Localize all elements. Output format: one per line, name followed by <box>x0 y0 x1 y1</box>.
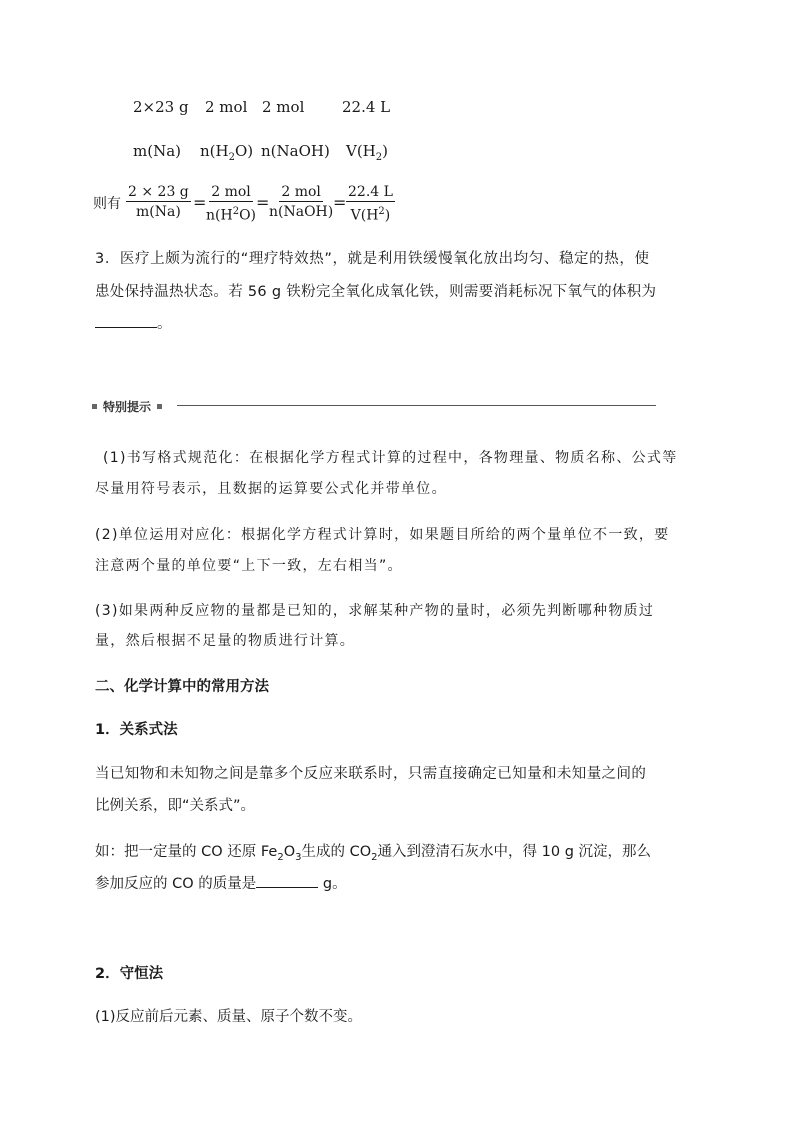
equals-sign: = <box>256 193 270 212</box>
calc-value-mol-naoh: 2 mol <box>262 98 305 116</box>
equals-sign: = <box>333 193 347 212</box>
tip-p3-line2: 量，然后根据不足量的物质进行计算。 <box>95 633 356 649</box>
calc-symbol-n-h2o: $n(H_2O)$ <box>200 142 254 163</box>
calc-value-mass: 2×23 g <box>133 98 189 116</box>
tip-p1-line1: (1)书写格式规范化：在根据化学方程式计算的过程中，各物理量、物质名称、公式等 <box>103 450 678 466</box>
calc-value-mol-h2o: 2 mol <box>205 98 248 116</box>
tip-header <box>92 398 162 415</box>
tip-p1-line2: 尽量用符号表示，且数据的运算要公式化并带单位。 <box>95 481 447 497</box>
section2-sub2: 2．守恒法 <box>95 966 164 982</box>
section2-body1-line1: 当已知物和未知物之间是靠多个反应来联系时，只需直接确定已知量和未知量之间的 <box>95 766 647 782</box>
calc-symbol-v-h2: $V(H_2)$ <box>346 142 388 163</box>
proportion-lead: 则有 <box>93 196 121 212</box>
section2-sub1: 1．关系式法 <box>95 722 178 738</box>
answer-blank[interactable] <box>256 873 318 888</box>
fraction-mass: $\frac{2 \times 23 g}{m(Na)}$ <box>128 184 189 220</box>
calc-symbol-m-na: m(Na) <box>133 142 181 160</box>
tip-title: 特别提示 <box>103 400 152 414</box>
square-bullet-icon <box>92 404 97 409</box>
section2-body2: (1)反应前后元素、质量、原子个数不变。 <box>95 1009 363 1025</box>
fraction-h2: $\frac{22.4 L}{V(H^2)}$ <box>348 184 393 224</box>
calc-symbol-n-naoh: n(NaOH) <box>261 142 330 160</box>
tip-p3-line1: (3)如果两种反应物的量都是已知的，求解某种产物的量时，必须先判断哪种物质过 <box>95 603 655 619</box>
square-bullet-icon <box>157 404 162 409</box>
tip-divider <box>177 405 656 406</box>
fraction-h2o: 2 mol $n(H^2O)$ <box>206 184 257 224</box>
section2-heading: 二、化学计算中的常用方法 <box>95 679 269 695</box>
question3-line1: 3．医疗上颇为流行的“理疗特效热”，就是利用铁缓慢氧化放出均匀、稳定的热，使 <box>95 251 650 267</box>
fraction-naoh: 2 mol n(NaOH) <box>269 184 334 220</box>
calc-value-volume: 22.4 L <box>342 98 391 116</box>
question3-line2: 患处保持温热状态。若 56 g 铁粉完全氧化成氧化铁，则需要消耗标况下氧气的体积为 <box>95 284 657 300</box>
section2-example-line2: 参加反应的 CO 的质量是 g。 <box>95 872 347 893</box>
tip-p2-line1: (2)单位运用对应化：根据化学方程式计算时，如果题目所给的两个量单位不一致，要 <box>95 527 670 543</box>
section2-example-line1: 如：把一定量的 CO 还原 $Fe_2O_3$生成的 $CO_2$通入到澄清石灰水中，得 10 g 沉淀，那么 <box>95 844 652 863</box>
tip-p2-line2: 注意两个量的单位要“上下一致，左右相当”。 <box>95 558 403 574</box>
answer-blank[interactable] <box>95 313 157 328</box>
equals-sign: = <box>193 193 207 212</box>
question3-line3: 。 <box>95 312 172 333</box>
section2-body1-line2: 比例关系，即“关系式”。 <box>95 798 256 814</box>
